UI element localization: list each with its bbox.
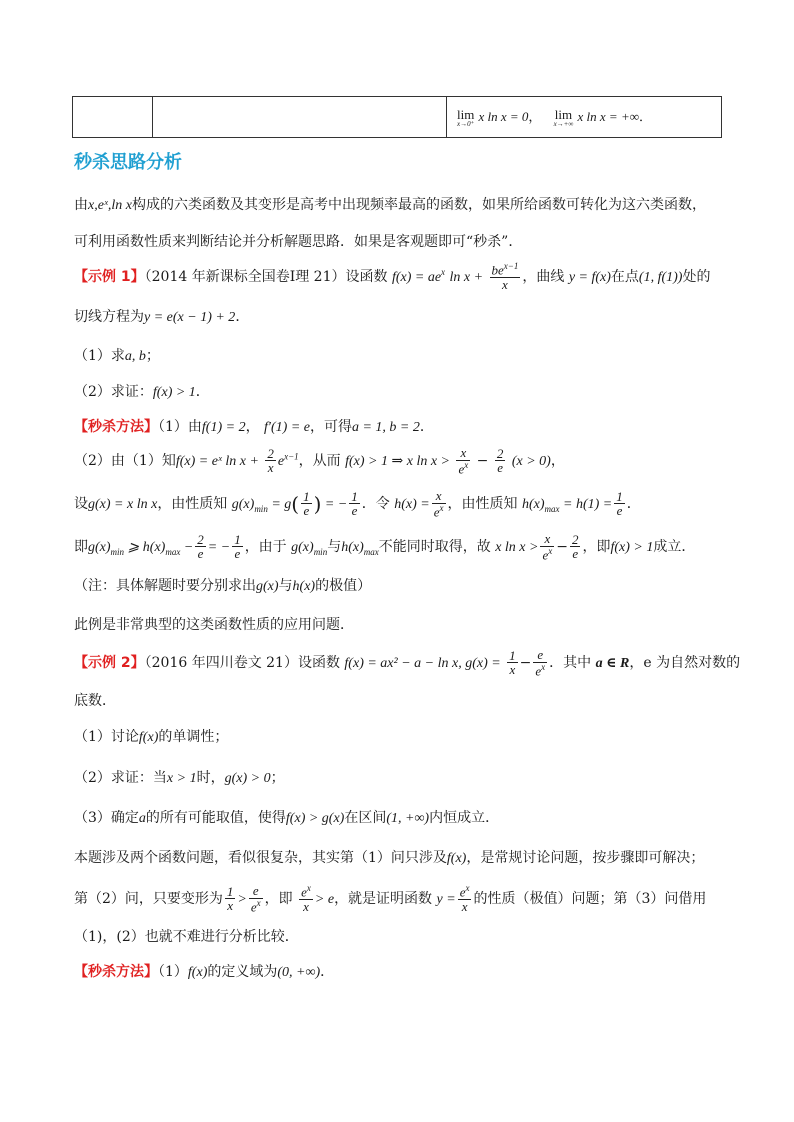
example-1-question-2: （2）求证：f(x) > 1． bbox=[74, 384, 210, 400]
method-1-step-2: （2）由（1）知f(x) = eˣ ln x + $\frac{2}{x}$ $e^{x-1}$，从而 f(x) > 1 ⇒ x ln x > $\frac{x}{e^x}$ − $\frac{2}{e}$ (x > 0)， bbox=[74, 445, 565, 476]
comment-2-line-1: 本题涉及两个函数问题，看似很复杂，其实第（1）问只涉及f(x)，是常规讨论问题，按步骤即可解决； bbox=[74, 850, 705, 866]
example-2-question-2: （2）求证：当x > 1时，g(x) > 0； bbox=[74, 770, 285, 786]
intro-line-1: 由x,eˣ,ln x构成的六类函数及其变形是高考中出现频率最高的函数，如果所给函数可转化为这六类函数， bbox=[74, 197, 706, 213]
example-2-label: 【示例 2】 bbox=[74, 654, 145, 671]
intro-line-2: 可利用函数性质来判断结论并分析解题思路．如果是客观题即可“秒杀”． bbox=[74, 234, 523, 250]
table-cell-empty-2 bbox=[153, 97, 447, 138]
limit-1-expr: x ln x = 0 bbox=[478, 109, 529, 125]
limit-2-expr: x ln x = +∞ bbox=[577, 109, 639, 125]
comment-2-line-3: （1)，(2）也就不难进行分析比较． bbox=[74, 929, 299, 945]
method-1-label: 【秒杀方法】 bbox=[74, 419, 158, 435]
limit-2: lim x→+∞ bbox=[553, 106, 574, 128]
example-2-line-2: 底数． bbox=[74, 693, 116, 709]
example-2-question-1: （1）讨论f(x)的单调性； bbox=[74, 729, 229, 745]
method-1-note: （注：具体解题时要分别求出g(x)与h(x)的极值） bbox=[74, 578, 372, 594]
comment-2-line-2: 第（2）问，只要变形为 $\frac{1}{x}$ > $\frac{e}{e^x}$ ，即 $\frac{e^x}{x}$ > e，就是证明函数 y = $\frac{e^x}{x}$ 的性质（极值）问题；第（3）问借用 bbox=[74, 883, 707, 914]
example-2-question-3: （3）确定a的所有可能取值，使得f(x) > g(x)在区间(1, +∞)内恒成立． bbox=[74, 810, 500, 826]
example-1-question-1: （1）求a, b； bbox=[74, 348, 160, 364]
top-table bbox=[72, 96, 722, 138]
method-1-step-4: 即$g(x)_{min}$ ⩾ $h(x)_{max}$ − $\frac{2}{e}$ = − $\frac{1}{e}$ ，由于 $g(x)_{min}$与$h(x)_{max}$不能同时取得，故 x ln x > $\frac{x}{e^x}$ − $\frac{2}{e}$ ，即f(x) > 1成立． bbox=[74, 531, 696, 562]
section-heading: 秒杀思路分析 bbox=[74, 152, 182, 173]
table-cell-empty-1 bbox=[73, 97, 153, 138]
method-2-label: 【秒杀方法】 bbox=[74, 964, 158, 980]
method-1-step-3: 设g(x) = x ln x，由性质知 $g(x)_{min} = g$( $\frac{1}{e}$ ) = − $\frac{1}{e}$ ．令 h(x) = $\frac{x}{e^x}$ ，由性质知 $h(x)_{max} = h(1)$ = $\frac{1}{e}$ ． bbox=[74, 488, 641, 519]
limit-1: lim x→0⁺ bbox=[457, 106, 475, 128]
example-1-line-1: 【示例 1】（2014 年新课标全国卷Ⅰ理 21）设函数 $f(x) = ae^x$ ln x + $\frac{be^{x-1}}{x}$ ，曲线 y = f(x)在点(1, f(1))处的 bbox=[74, 261, 711, 292]
comment-1: 此例是非常典型的这类函数性质的应用问题． bbox=[74, 617, 354, 633]
example-1-fraction: $\frac{be^{x-1}}{x}$ bbox=[491, 261, 519, 292]
example-1-line-2: 切线方程为y = e(x − 1) + 2． bbox=[74, 309, 250, 325]
method-2-step-1: 【秒杀方法】（1）f(x)的定义域为(0, +∞)． bbox=[74, 964, 335, 980]
example-1-label: 【示例 1】 bbox=[74, 268, 145, 285]
method-1-step-1: 【秒杀方法】（1）由f(1) = 2， f′(1) = e，可得a = 1, b = 2． bbox=[74, 419, 434, 435]
limit-cell: lim x→0⁺ x ln x = 0， lim x→+∞ x ln x = +∞． bbox=[447, 97, 722, 138]
example-2-line-1: 【示例 2】（2016 年四川卷文 21）设函数 f(x) = ax² − a − ln x, g(x) = $\frac{1}{x}$ − $\frac{e}{e^x}$ ．其中 a ∈ R，e 为自然对数的 bbox=[74, 647, 741, 678]
